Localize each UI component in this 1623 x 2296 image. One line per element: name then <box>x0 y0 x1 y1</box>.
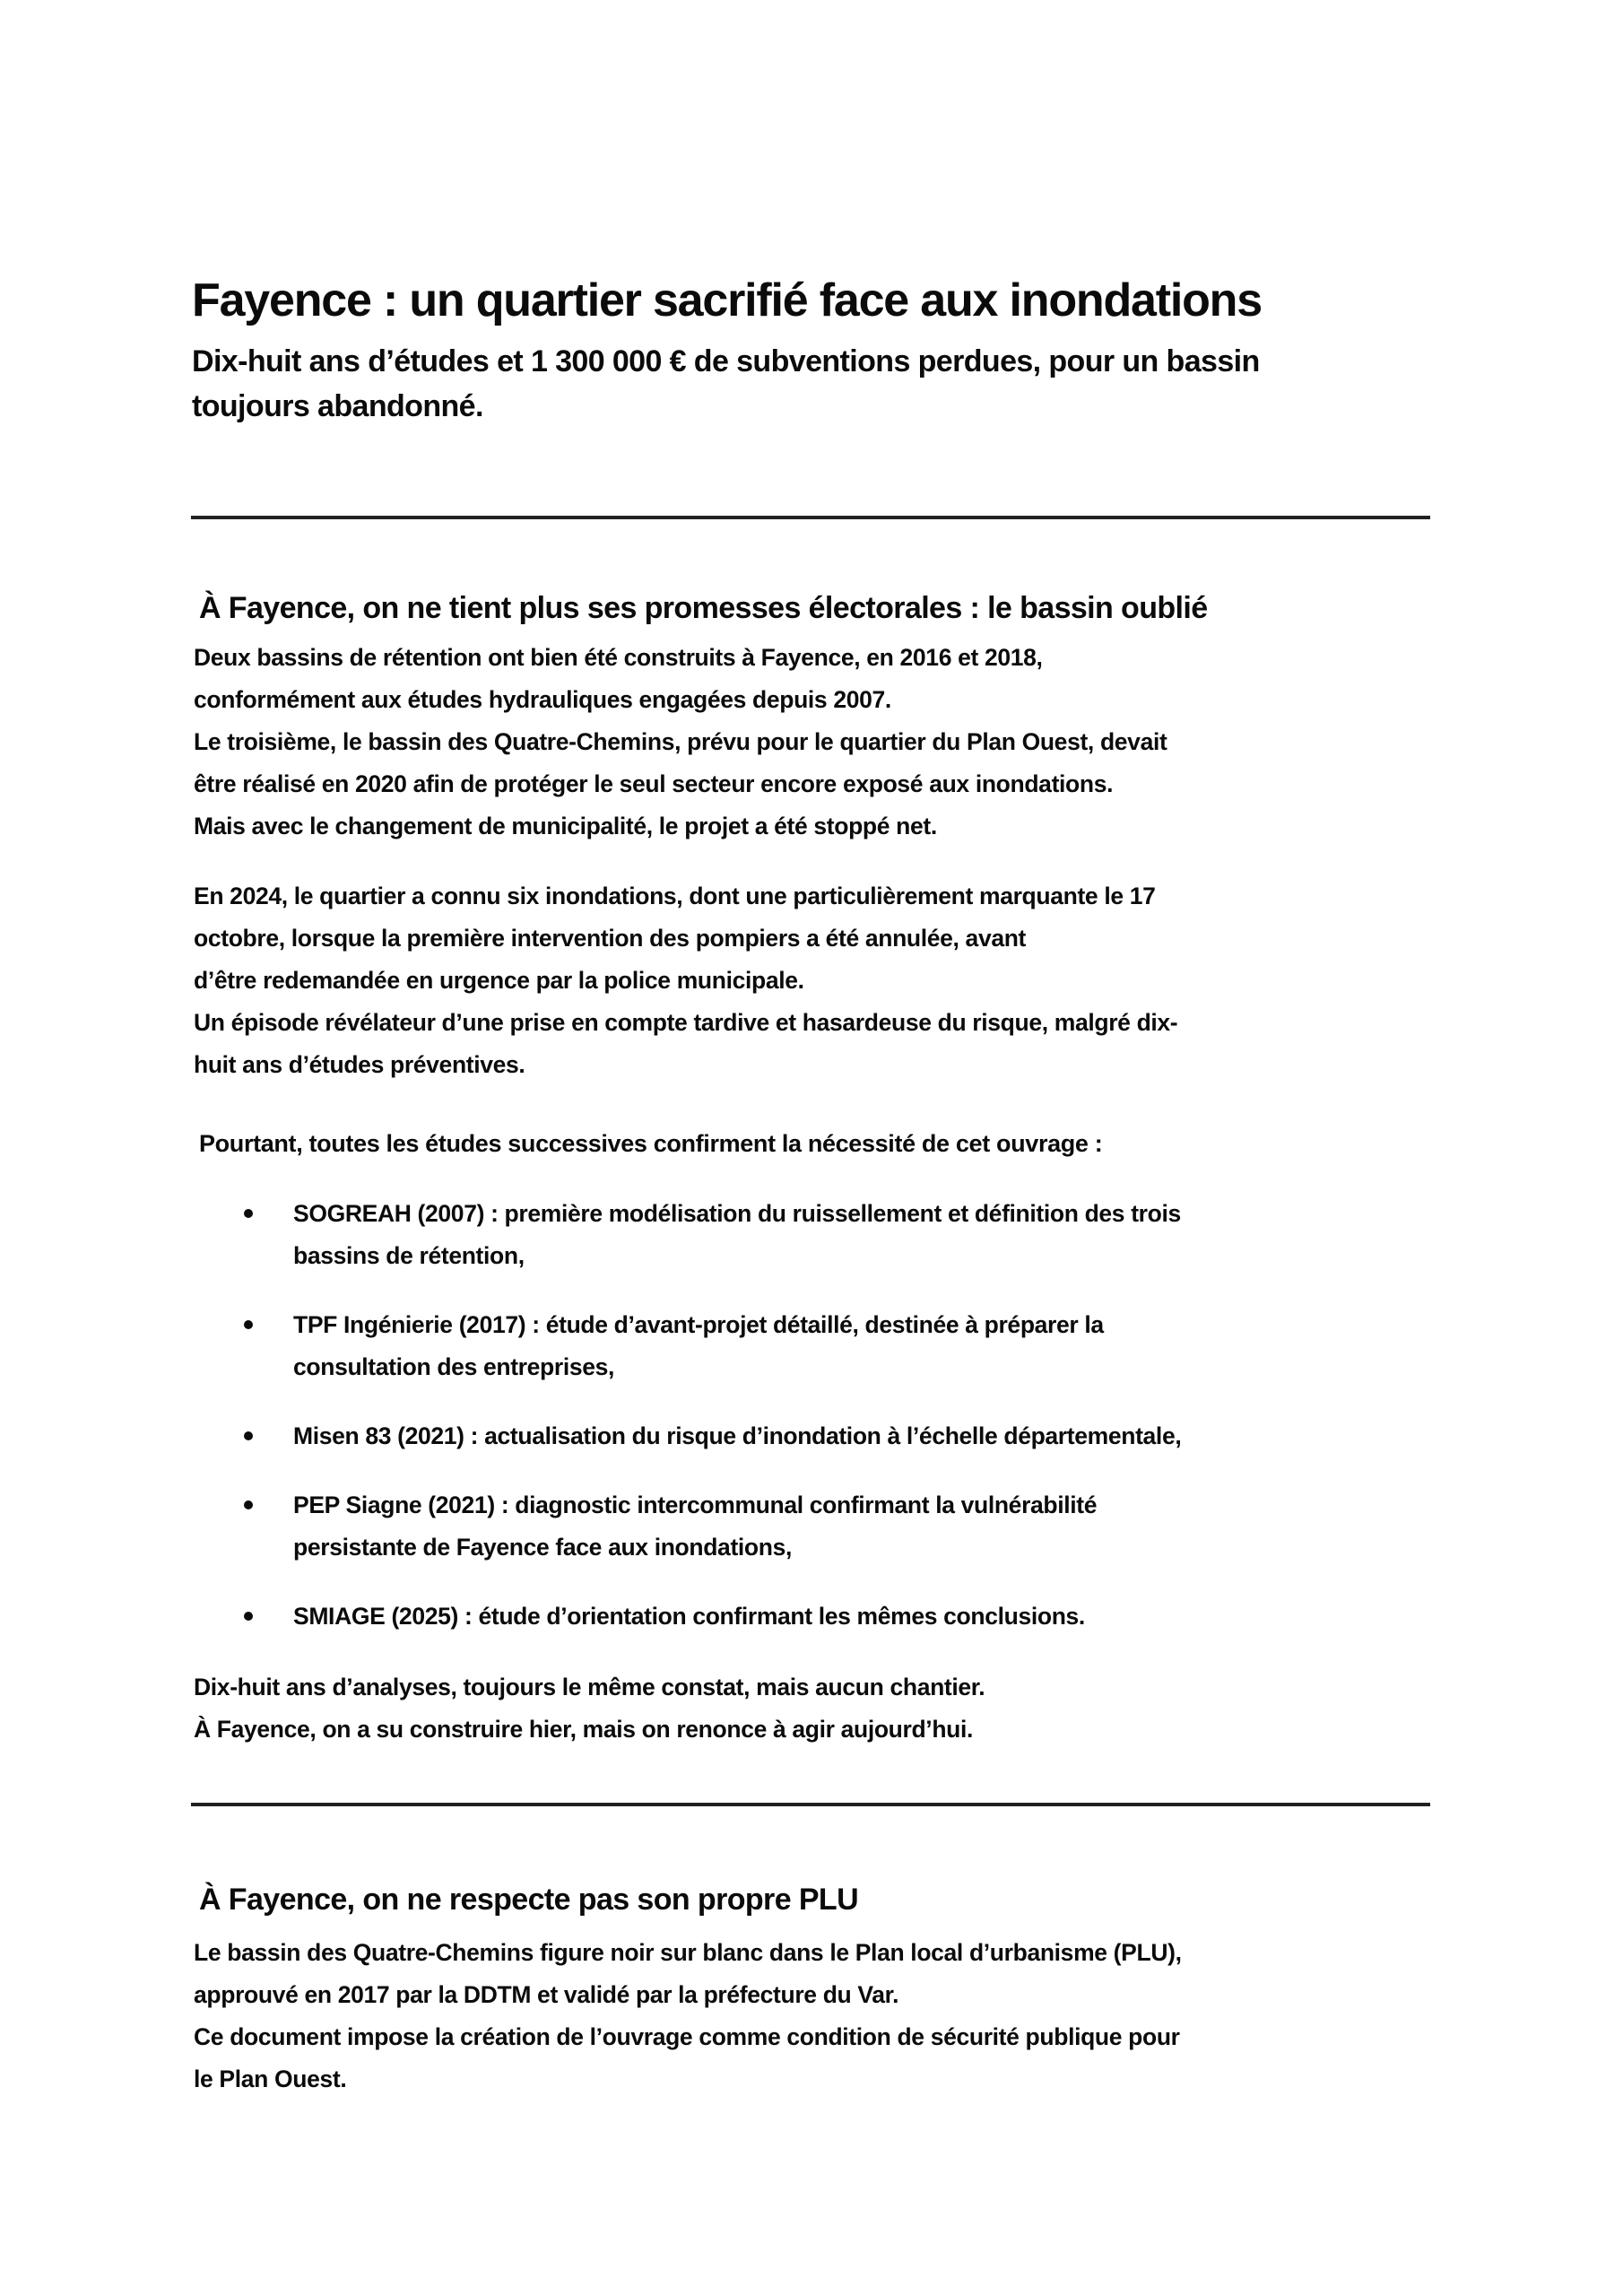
paragraph-line: approuvé en 2017 par la DDTM et validé par la préfecture du Var. <box>194 1981 899 2008</box>
list-item-tpf <box>235 1304 1181 1388</box>
list-item-line: Misen 83 (2021) : actualisation du risque d’inondation à l’échelle départementale, <box>293 1422 1182 1449</box>
list-item-misen <box>235 1415 1181 1457</box>
bullet-icon <box>244 1612 253 1621</box>
paragraph-line: octobre, lorsque la première intervention des pompiers a été annulée, avant <box>194 925 1027 952</box>
paragraph-line: En 2024, le quartier a connu six inondations, dont une particulièrement marquante le 17 <box>194 883 1156 909</box>
paragraph-inondations-2024 <box>194 875 1177 1086</box>
list-item-line: PEP Siagne (2021) : diagnostic intercommunal confirmant la vulnérabilité <box>293 1492 1098 1518</box>
subtitle-line: toujours abandonné. <box>192 389 483 423</box>
list-item-line: SMIAGE (2025) : étude d’orientation confirmant les mêmes conclusions. <box>293 1603 1085 1630</box>
list-item-pep-siagne <box>235 1484 1181 1569</box>
bullet-icon <box>244 1431 253 1440</box>
paragraph-line: d’être redemandée en urgence par la police municipale. <box>194 967 804 994</box>
paragraph-line: être réalisé en 2020 afin de protéger le seul secteur encore exposé aux inondations. <box>194 770 1114 797</box>
paragraph-line: Dix-huit ans d’analyses, toujours le même constat, mais aucun chantier. <box>194 1674 985 1700</box>
bullet-icon <box>244 1209 253 1218</box>
paragraph-bassins <box>194 637 1167 848</box>
list-item-line: persistante de Fayence face aux inondations, <box>293 1534 793 1561</box>
paragraph-line: À Fayence, on a su construire hier, mais on renonce à agir aujourd’hui. <box>194 1716 974 1743</box>
paragraph-line: Ce document impose la création de l’ouvrage comme condition de sécurité publique pour <box>194 2023 1180 2050</box>
paragraph-plu <box>194 1932 1182 2100</box>
list-item-sogreah <box>235 1193 1181 1277</box>
paragraph-line: conformément aux études hydrauliques engagées depuis 2007. <box>194 686 891 713</box>
paragraph-line: Un épisode révélateur d’une prise en compte tardive et hasardeuse du risque, malgré dix- <box>194 1009 1178 1036</box>
section-heading-plu: À Fayence, on ne respecte pas son propre PLU <box>199 1883 859 1918</box>
list-item-line: TPF Ingénierie (2017) : étude d’avant-projet détaillé, destinée à préparer la <box>293 1311 1104 1338</box>
list-item-smiage <box>235 1596 1181 1638</box>
list-item-line: SOGREAH (2007) : première modélisation du ruissellement et définition des trois <box>293 1200 1181 1227</box>
document-title: Fayence : un quartier sacrifié face aux inondations <box>192 274 1262 326</box>
paragraph-line: Mais avec le changement de municipalité, le projet a été stoppé net. <box>194 813 937 839</box>
list-item-line: bassins de rétention, <box>293 1242 525 1269</box>
studies-list <box>235 1193 1181 1665</box>
subtitle-line: Dix-huit ans d’études et 1 300 000 € de subventions perdues, pour un bassin <box>192 344 1260 378</box>
section-divider <box>191 516 1430 519</box>
paragraph-line: Le troisième, le bassin des Quatre-Chemins, prévu pour le quartier du Plan Ouest, devait <box>194 728 1167 755</box>
paragraph-line: huit ans d’études préventives. <box>194 1051 525 1078</box>
section-divider <box>191 1803 1430 1806</box>
paragraph-line: Le bassin des Quatre-Chemins figure noir sur blanc dans le Plan local d’urbanisme (PLU), <box>194 1939 1182 1966</box>
paragraph-line: le Plan Ouest. <box>194 2066 347 2092</box>
paragraph-line: Deux bassins de rétention ont bien été construits à Fayence, en 2016 et 2018, <box>194 644 1043 671</box>
list-item-line: consultation des entreprises, <box>293 1353 615 1380</box>
bullet-icon <box>244 1320 253 1329</box>
studies-lead: Pourtant, toutes les études successives confirment la nécessité de cet ouvrage : <box>199 1130 1103 1157</box>
document-subtitle <box>192 339 1447 429</box>
paragraph-conclusion <box>194 1666 985 1751</box>
bullet-icon <box>244 1500 253 1509</box>
section-heading-promesses: À Fayence, on ne tient plus ses promesses électorales : le bassin oublié <box>199 591 1208 626</box>
